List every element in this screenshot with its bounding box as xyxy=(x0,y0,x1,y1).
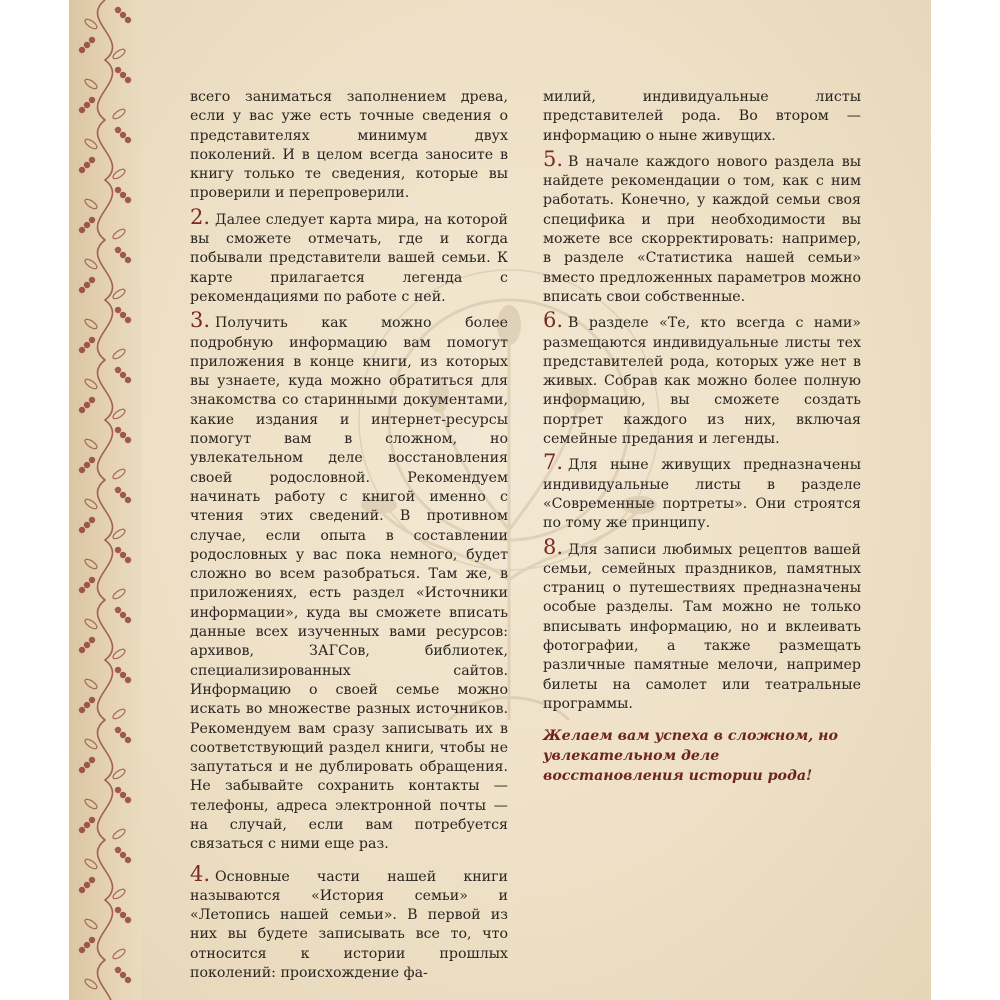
closing-wish: Желаем вам успеха в сложном, но увлекательном деле восстановления истории рода! xyxy=(543,728,838,785)
paragraph-text: Получить как можно более подробную информацию вам помогут приложения в конце книги, из которых вы узнаете, куда можно обратиться для знакомства со старинными документами, какие издания и интернет-ресурсы помогут вам в сложном, но увлекательном деле восстановления своей родословной. Рекомендуем начинать работу с книгой именно с чтения этих сведений. В противном случае, если опыта в составлении родословных у вас пока немного, будет сложно во всем разобраться. Там же, в приложениях, есть раздел «Источники информации», куда вы сможете вписать данные всех изученных вами ресурсов: архивов, ЗАГСов, библиотек, специализированных сайтов. Информацию о своей семье можно искать во множестве разных источников. Рекомендуем вам сразу записывать их в соответствующий раздел книги, чтобы не запутаться и не дублировать обращения. Не забывайте сохранить контакты — телефоны, адреса электронной почты — на случай, если вам потребуется связаться с ними еще раз. xyxy=(190,315,508,853)
paragraph-text: В начале каждого нового раздела вы найдете рекомендации о том, как с ним работать. Конечно, у каждой семьи своя специфика и при необходимости вы можете все скорректировать: например, в разделе «Статистика нашей семьи» вместо предложенных параметров можно вписать свои собственные. xyxy=(543,153,861,305)
paragraph-number: 8. xyxy=(543,534,564,559)
paragraph-4-continued xyxy=(543,88,861,146)
paragraph-number: 6. xyxy=(543,308,564,333)
paragraph-text: Далее следует карта мира, на которой вы сможете отмечать, где и когда побывали представители вашей семьи. К карте прилагается легенда с рекомендациями по работе с ней. xyxy=(190,211,508,305)
paragraph-2 xyxy=(190,204,508,307)
paragraph-number: 7. xyxy=(543,450,564,475)
right-column xyxy=(543,88,861,790)
paragraph-number: 4. xyxy=(190,861,211,886)
left-column xyxy=(190,88,508,987)
paragraph-3 xyxy=(190,308,508,854)
paragraph-5 xyxy=(543,146,861,307)
paragraph-text: Для ныне живущих предназначены индивидуальные листы в разделе «Современные портреты». Они строятся по тому же принципу. xyxy=(543,457,861,532)
floral-border xyxy=(69,0,141,1000)
paragraph-7 xyxy=(543,450,861,533)
paragraph-1 xyxy=(190,88,508,204)
paragraph-text: Для записи любимых рецептов вашей семьи, семейных праздников, памятных страниц о путешествиях предназначены особые разделы. Там можно не только вписывать информацию, но и вклеивать фотографии, а также размещать различные памятные мелочи, например билеты на самолет или театральные программы. xyxy=(543,541,861,712)
paragraph-text: В разделе «Те, кто всегда с нами» размещаются индивидуальные листы тех представителей рода, которых уже нет в живых. Собрав как можно более полную информацию, вы сможете создать портрет каждого из них, включая семейные предания и легенды. xyxy=(543,315,861,448)
book-page xyxy=(69,0,931,1000)
paragraph-number: 2. xyxy=(190,204,211,229)
paragraph-text: всего заниматься заполнением древа, если у вас уже есть точные сведения о представителях минимум двух поколений. И в целом всегда заносите в книгу только те сведения, которые вы проверили и перепроверили. xyxy=(190,89,508,202)
paragraph-number: 5. xyxy=(543,146,564,171)
paragraph-number: 3. xyxy=(190,308,211,333)
paragraph-text: милий, индивидуальные листы представителей рода. Во втором — информацию о ныне живущих. xyxy=(543,89,861,144)
paragraph-text: Основные части нашей книги называются «История семьи» и «Летопись нашей семьи». В первой из них вы будете записывать все то, что относится к истории прошлых поколений: происхождение фа- xyxy=(190,868,508,982)
paragraph-6 xyxy=(543,308,861,449)
paragraph-4 xyxy=(190,861,508,984)
floral-ornament-icon xyxy=(69,0,141,1000)
paragraph-8 xyxy=(543,534,861,715)
